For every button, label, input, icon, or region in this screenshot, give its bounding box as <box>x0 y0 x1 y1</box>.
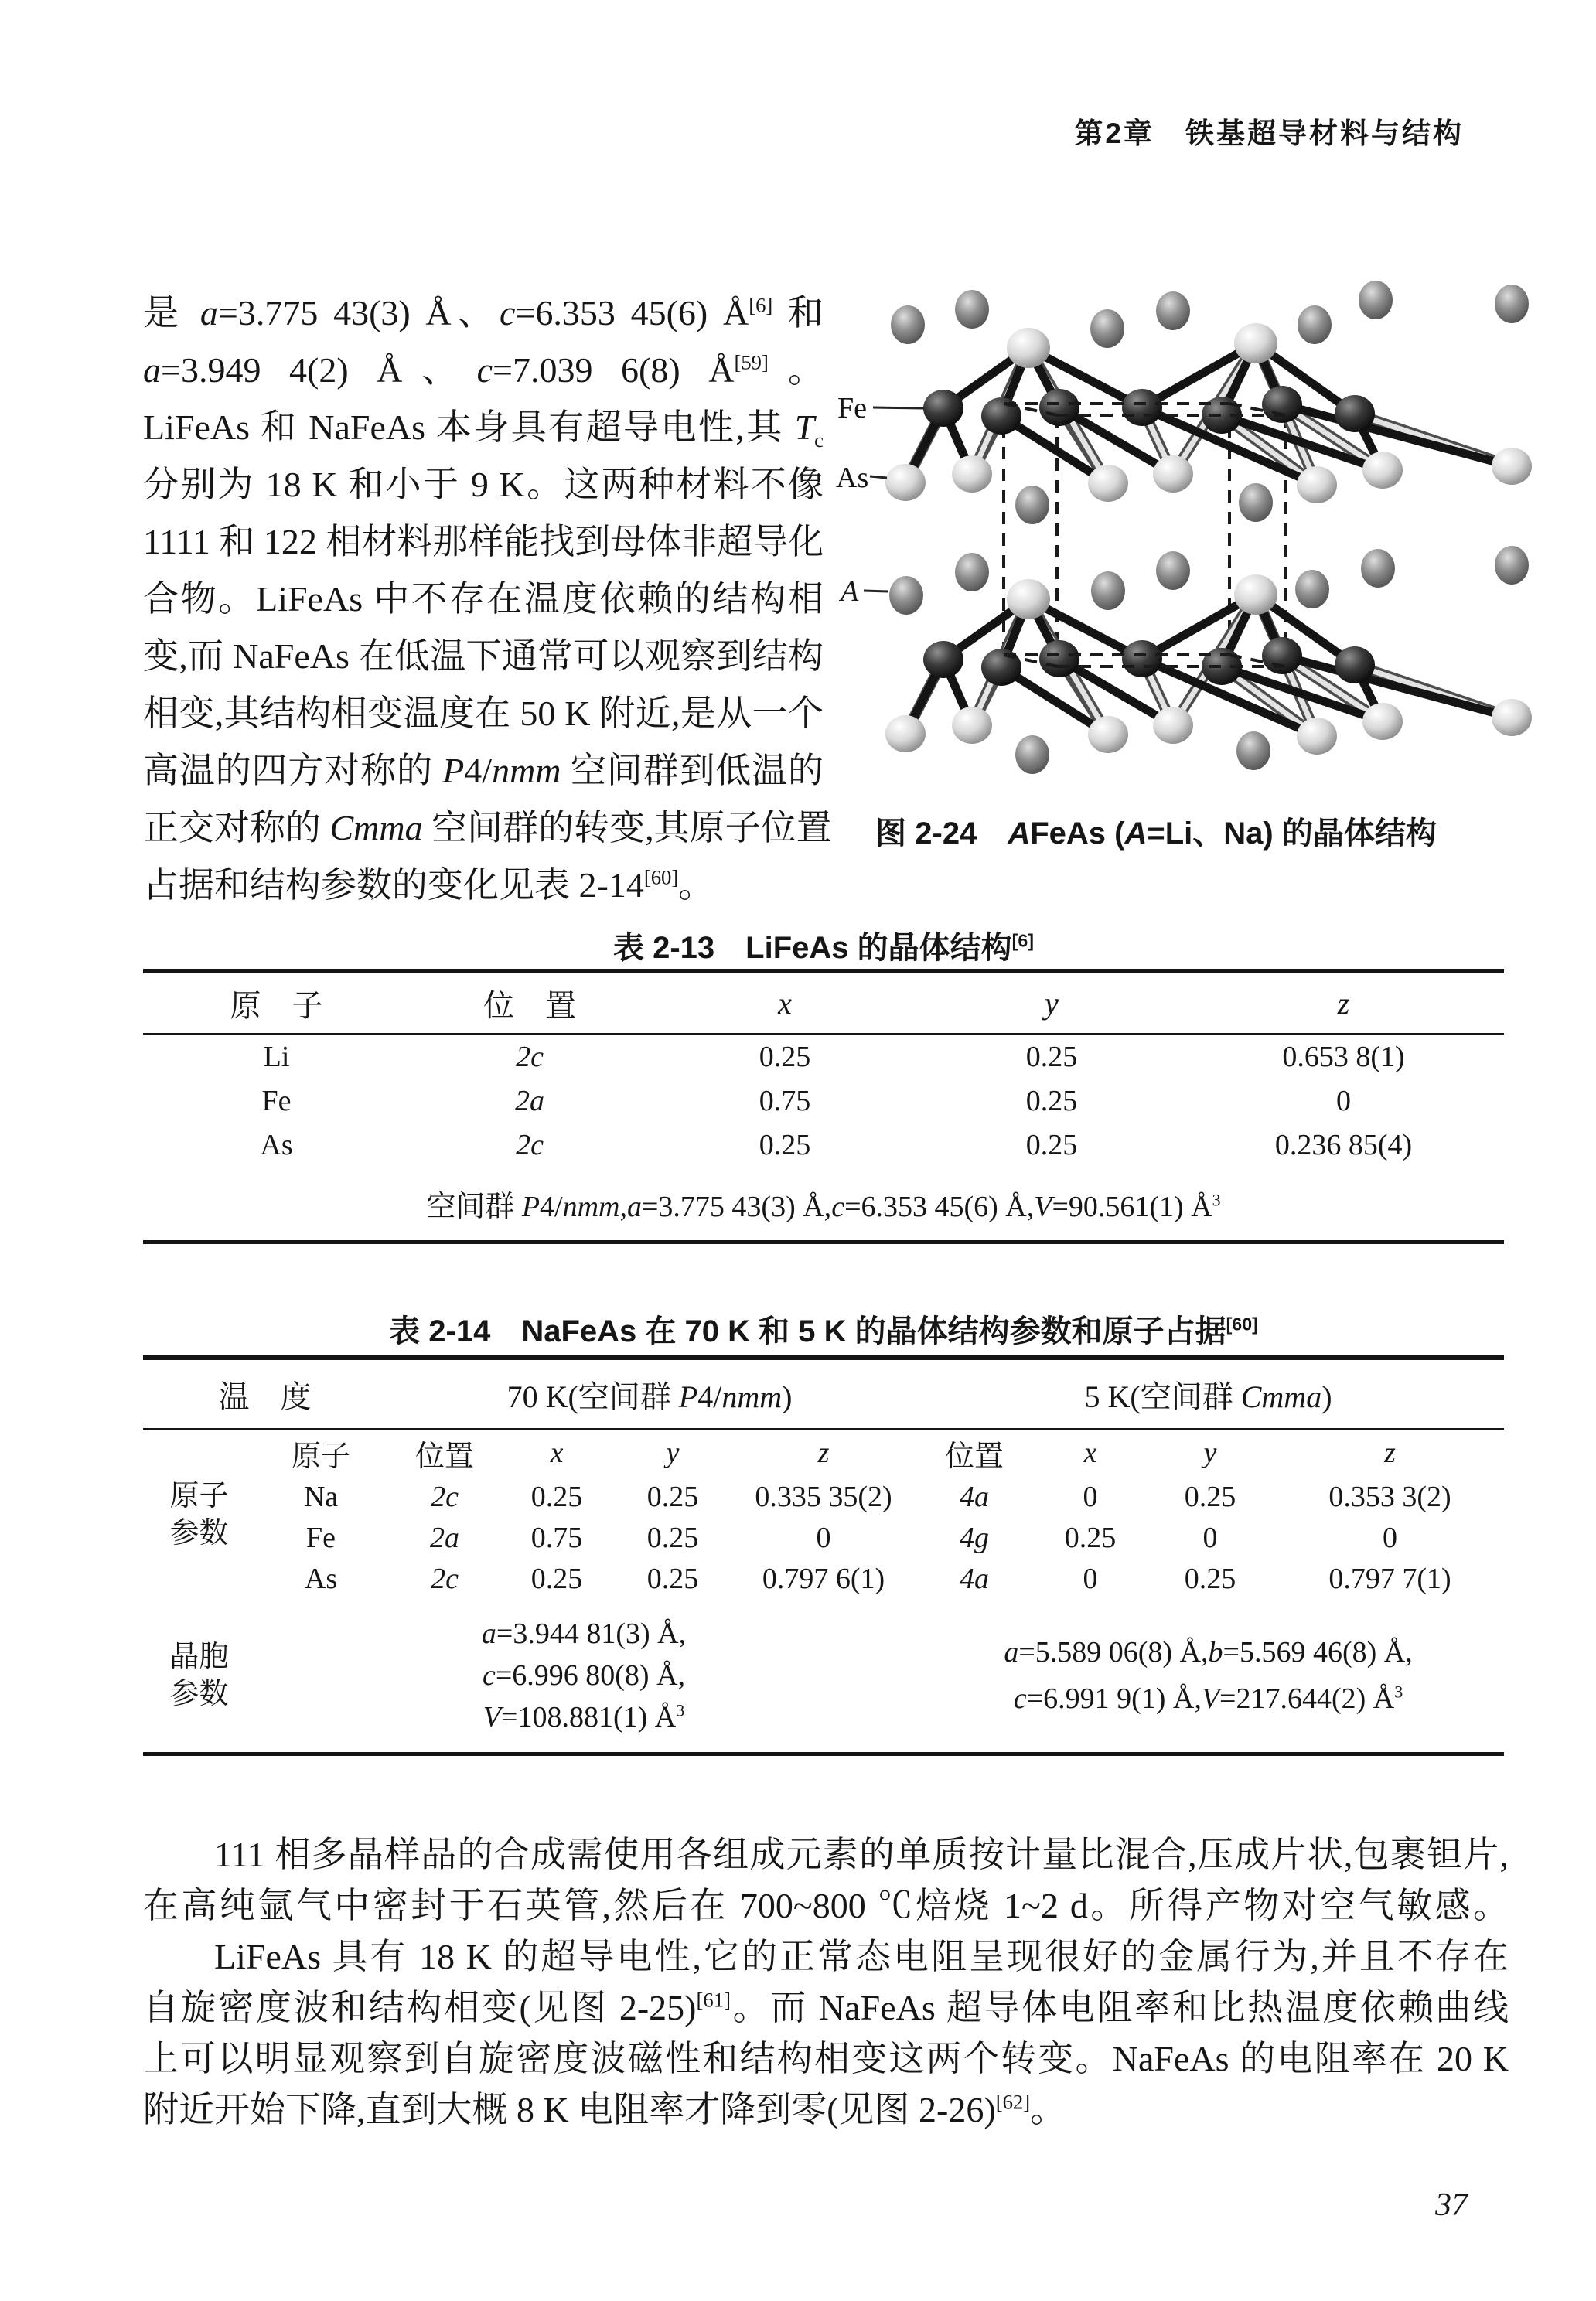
table-cell: 2c <box>431 1480 459 1513</box>
body-line: 111 相多晶样品的合成需使用各组成元素的单质按计量比混合,压成片状,包裹钽片, <box>214 1835 1509 1874</box>
a-label: A <box>841 575 859 608</box>
table-cell: 0 <box>1083 1562 1098 1595</box>
body-line: LiFeAs 具有 18 K 的超导电性,它的正常态电阻呈现很好的金属行为,并且不存在 <box>214 1937 1509 1976</box>
table-cell: 0 <box>1083 1480 1098 1513</box>
as-label-line <box>870 476 887 478</box>
table-cell: 0.25 <box>530 1562 583 1595</box>
as-apex-atom <box>1234 574 1277 615</box>
table-row <box>143 1558 1504 1599</box>
table-cell: 0 <box>816 1521 831 1554</box>
as-atom <box>952 707 992 744</box>
lattice-parameters-row <box>143 1599 1504 1754</box>
column-header: z <box>1183 971 1504 1034</box>
table-cell: 2c <box>516 1128 544 1161</box>
a-atom <box>1295 570 1329 608</box>
table-header-row <box>143 1358 1504 1429</box>
column-header: 原子 <box>291 1440 350 1473</box>
table-cell: 0.75 <box>759 1084 811 1117</box>
column-header: x <box>1083 1437 1097 1469</box>
a-atom <box>1236 731 1270 770</box>
lattice-params-5k: a=5.589 06(8) Å,b=5.569 46(8) Å, c=6.991 9(1) Å,V=217.644(2) $Å^3$ <box>1004 1636 1413 1715</box>
table-cell: 0.25 <box>646 1562 699 1595</box>
table-cell: 0.25 <box>1064 1521 1117 1554</box>
table-cell: 0.25 <box>1184 1562 1236 1595</box>
as-atom <box>1362 703 1403 740</box>
intro-line: 分别为 18 K 和小于 9 K。这两种材料不像 <box>143 465 824 504</box>
intro-line: LiFeAs 和 NaFeAs 本身具有超导电性,其 $T_c$ <box>143 407 824 452</box>
as-atom <box>1492 699 1532 736</box>
a-atom <box>1156 551 1190 590</box>
table-cell: 0 <box>1202 1521 1218 1554</box>
table-note-row <box>143 1167 1504 1243</box>
table-cell: 0.797 7(1) <box>1328 1562 1451 1595</box>
body-line: 附近开始下降,直到大概 8 K 电阻率才降到零(见图 2-26)[62]。 <box>143 2090 1066 2129</box>
table-2-13-title: 表 2-13 LiFeAs 的晶体结构[6] <box>613 930 1034 965</box>
a-atom <box>955 553 989 591</box>
fe-atom <box>1039 389 1079 426</box>
intro-line: a=3.949 4(2) Å、c=7.039 6(8) Å[59]。 <box>143 350 824 390</box>
intro-line: 1111 和 122 相材料那样能找到母体非超导化 <box>143 522 824 561</box>
as-atom <box>885 464 926 501</box>
table-row <box>143 1079 1504 1123</box>
as-atom <box>1153 707 1193 744</box>
table-cell: Fe <box>261 1084 292 1117</box>
column-header: 原 子 <box>143 971 410 1034</box>
as-atom <box>1297 718 1337 755</box>
table-row <box>143 1476 1504 1517</box>
as-atom <box>1088 716 1128 753</box>
table-cell: 0.653 8(1) <box>1282 1040 1405 1073</box>
table-2-14 <box>143 1355 1504 1756</box>
table-cell: 0.25 <box>1025 1084 1078 1117</box>
table-cell: 0.25 <box>1025 1040 1078 1073</box>
intro-line: 是 a=3.775 43(3) Å、c=6.353 45(6) Å[6] 和 <box>143 293 824 332</box>
crystal-art <box>885 281 1532 774</box>
table-cell: 0.25 <box>646 1480 699 1513</box>
intro-line: 高温的四方对称的 P4/nmm 空间群到低温的 <box>143 751 824 790</box>
as-apex-atom <box>1007 579 1050 619</box>
table-cell: 0.797 6(1) <box>762 1562 885 1595</box>
fe-atom <box>1335 646 1375 683</box>
running-header: 第2章 铁基超导材料与结构 <box>1074 118 1464 149</box>
a-atom <box>955 290 989 329</box>
intro-paragraph <box>143 285 832 914</box>
as-atom <box>1492 448 1532 485</box>
table-cell: 4a <box>960 1480 990 1513</box>
a-atom <box>1015 486 1049 524</box>
table-cell: 0.25 <box>646 1521 699 1554</box>
as-atom <box>1297 466 1337 503</box>
fe-atom <box>1262 386 1302 423</box>
a-atom <box>1361 549 1395 588</box>
a-atom <box>1090 309 1124 348</box>
a-atom <box>889 576 923 615</box>
body-paragraphs <box>143 1829 1509 2136</box>
table-cell: As <box>260 1128 293 1161</box>
fe-label-line <box>873 407 924 408</box>
column-header: x <box>550 1437 564 1469</box>
table-cell: Na <box>303 1480 339 1513</box>
column-header: 位置 <box>945 1440 1004 1473</box>
table-row <box>143 1034 1504 1079</box>
as-atom <box>952 455 992 493</box>
fe-label: Fe <box>837 392 867 424</box>
a-atom <box>1015 735 1049 774</box>
intro-line: 相变,其结构相变温度在 50 K 附近,是从一个 <box>143 694 824 733</box>
table-cell: 0.335 35(2) <box>755 1480 892 1513</box>
a-atom <box>1156 291 1190 330</box>
column-group-5k: 5 K(空间群 Cmma) <box>912 1358 1504 1429</box>
as-apex-atom <box>1007 328 1050 368</box>
table-cell: 2c <box>431 1562 459 1595</box>
a-atom <box>1298 305 1332 344</box>
column-header: z <box>1384 1437 1396 1469</box>
table-cell: 2c <box>516 1040 544 1073</box>
table-2-13 <box>143 969 1504 1244</box>
fe-atom <box>1122 389 1162 426</box>
column-header: y <box>920 971 1183 1034</box>
fe-atom <box>1039 640 1079 677</box>
intro-line: 占据和结构参数的变化见表 2-14[60]。 <box>143 865 714 905</box>
intro-line: 合物。LiFeAs 中不存在温度依赖的结构相 <box>143 579 824 619</box>
lattice-params-70k: a=3.944 81(3) Å, c=6.996 80(8) Å, V=108.881(1) $Å^3$ <box>481 1618 687 1733</box>
table-cell: 2a <box>430 1521 459 1554</box>
column-header: z <box>817 1437 830 1469</box>
figure-caption: 图 2-24 AFeAs (A=Li、Na) 的晶体结构 <box>875 816 1437 851</box>
body-line: 在高纯氩气中密封于石英管,然后在 700~800 ℃焙烧 1~2 d。所得产物对空气敏感。 <box>143 1886 1509 1925</box>
group-label-cell-params: 晶胞 参数 <box>169 1641 229 1710</box>
body-line: 上可以明显观察到自旋密度波磁性和结构相变这两个转变。NaFeAs 的电阻率在 20 K <box>143 2039 1509 2078</box>
as-apex-atom <box>1234 323 1277 363</box>
body-line: 自旋密度波和结构相变(见图 2-25)[61]。而 NaFeAs 超导体电阻率和比热温度依赖曲线 <box>143 1988 1509 2027</box>
table-note: 空间群 P4/nmm,a=3.775 43(3) Å,c=6.353 45(6) Å,V=90.561(1) $Å^3$ <box>426 1190 1221 1223</box>
group-label-atoms: 原子 参数 <box>169 1479 229 1549</box>
column-header: 位置 <box>414 1440 474 1473</box>
table-header-row <box>143 971 1504 1034</box>
as-atom <box>1362 452 1403 489</box>
table-cell: Fe <box>306 1521 336 1554</box>
column-group-70k: 70 K(空间群 P4/nmm) <box>387 1358 912 1429</box>
table-cell: 0.25 <box>1025 1128 1078 1161</box>
column-header: x <box>650 971 920 1034</box>
column-header: y <box>1203 1437 1217 1469</box>
table-cell: 2a <box>515 1084 544 1117</box>
a-atom <box>1495 546 1529 585</box>
table-cell: 0 <box>1383 1521 1398 1554</box>
table-2-14-title: 表 2-14 NaFeAs 在 70 K 和 5 K 的晶体结构参数和原子占据[60] <box>389 1314 1258 1348</box>
as-atom <box>885 715 926 752</box>
table-cell: As <box>304 1562 338 1595</box>
as-atom <box>1153 455 1193 493</box>
fe-atom <box>1335 395 1375 432</box>
page-number: 37 <box>1435 2187 1468 2223</box>
intro-line: 正交对称的 Cmma 空间群的转变,其原子位置 <box>143 808 832 847</box>
a-atom <box>1091 571 1125 610</box>
table-cell: 0.25 <box>530 1480 583 1513</box>
table-row <box>143 1517 1504 1558</box>
a-atom <box>1495 285 1529 323</box>
crystal-structure-figure <box>835 267 1550 789</box>
fe-atom <box>1262 637 1302 674</box>
table-cell: 4g <box>960 1521 990 1554</box>
table-cell: 0.25 <box>759 1040 811 1073</box>
intro-line: 变,而 NaFeAs 在低温下通常可以观察到结构 <box>143 636 824 676</box>
table-cell: 0.236 85(4) <box>1274 1128 1413 1161</box>
column-header: y <box>666 1437 680 1469</box>
table-cell: 0.25 <box>759 1128 811 1161</box>
table-cell: 0.75 <box>530 1521 583 1554</box>
a-atom <box>1239 483 1273 522</box>
table-cell: Li <box>263 1040 290 1073</box>
fe-atom <box>923 641 963 678</box>
as-atom <box>1088 465 1128 502</box>
table-cell: 0.25 <box>1184 1480 1236 1513</box>
a-atom <box>1359 281 1393 319</box>
column-header: 位 置 <box>410 971 650 1034</box>
fe-atom <box>923 390 963 427</box>
fe-atom <box>1122 640 1162 677</box>
a-atom <box>891 305 925 344</box>
table-row <box>143 1123 1504 1167</box>
table-cell: 0.353 3(2) <box>1328 1480 1451 1513</box>
table-cell: 4a <box>960 1562 990 1595</box>
as-label: As <box>836 462 869 494</box>
table-cell: 0 <box>1336 1084 1351 1117</box>
temperature-header: 温 度 <box>143 1358 387 1429</box>
table-subheader-row <box>143 1429 1504 1476</box>
